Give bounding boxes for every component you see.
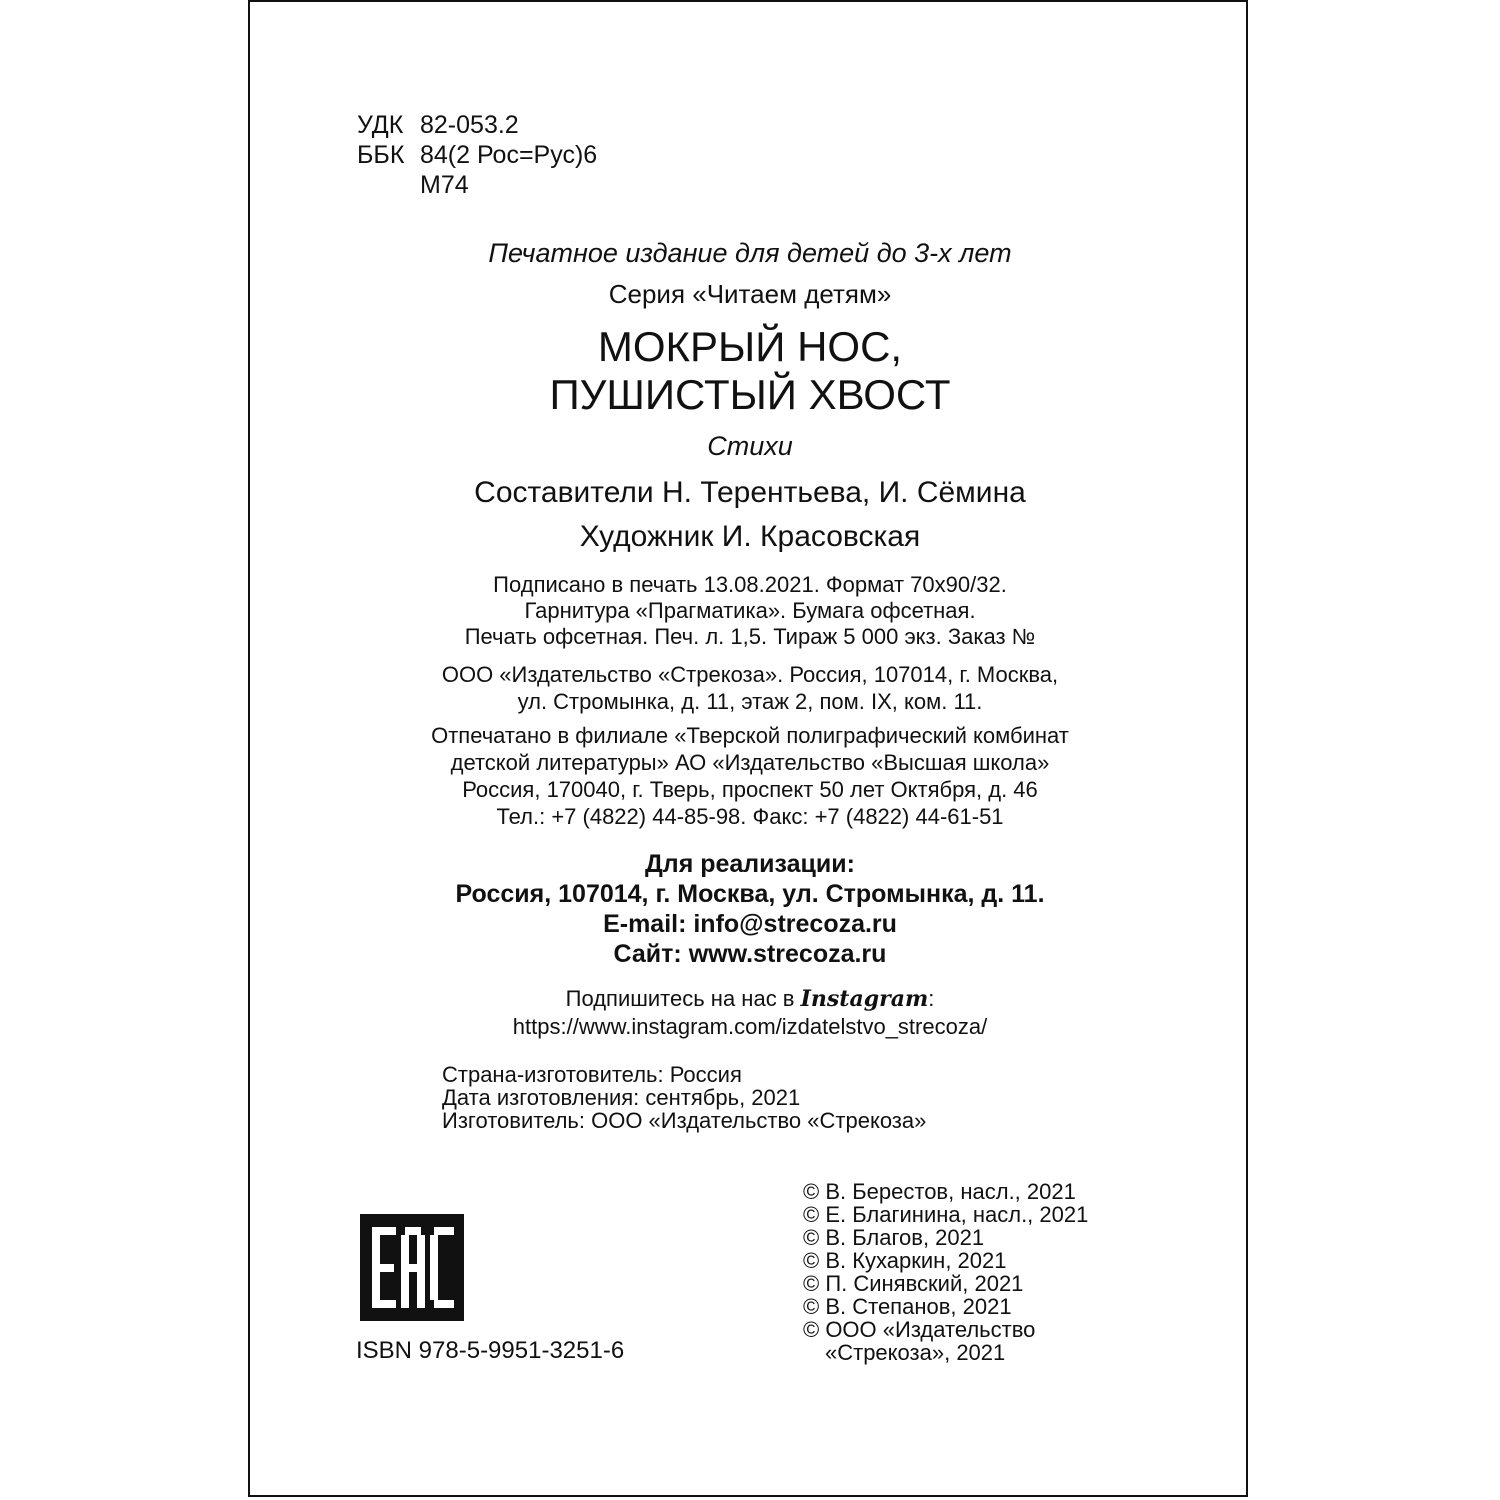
imprint-page bbox=[248, 0, 1248, 1497]
printer-line: детской литературы» АО «Издательство «Высшая школа» bbox=[450, 750, 1050, 775]
print-info-line: Подписано в печать 13.08.2021. Формат 70x90/32. bbox=[493, 572, 1007, 597]
sales-heading: Для реализации: bbox=[645, 850, 855, 878]
author-mark: М74 bbox=[420, 171, 469, 199]
instagram-brand: Instagram bbox=[800, 986, 929, 1012]
udk-value: 82-053.2 bbox=[420, 111, 519, 139]
instagram-colon: : bbox=[928, 986, 935, 1011]
sales-address: Россия, 107014, г. Москва, ул. Стромынка, д. 11. bbox=[455, 880, 1045, 908]
illustrator: Художник И. Красовская bbox=[579, 520, 921, 553]
udk-label: УДК bbox=[357, 111, 404, 139]
manufacture-info bbox=[442, 1063, 926, 1132]
copyright-line: © В. Благов, 2021 bbox=[803, 1225, 985, 1250]
instagram-url: https://www.instagram.com/izdatelstvo_strecoza/ bbox=[512, 1014, 988, 1039]
compilers: Составители Н. Терентьева, И. Сёмина bbox=[474, 476, 1026, 509]
copyright-line: © В. Кухаркин, 2021 bbox=[803, 1248, 1007, 1273]
genre: Стихи bbox=[707, 431, 793, 461]
publisher-line: ООО «Издательство «Стрекоза». Россия, 107014, г. Москва, bbox=[441, 662, 1059, 687]
sales-email: E-mail: info@strecoza.ru bbox=[603, 910, 897, 938]
print-info-line: Гарнитура «Прагматика». Бумага офсетная. bbox=[524, 598, 976, 623]
copyright-line: © П. Синявский, 2021 bbox=[803, 1271, 1024, 1296]
copyright-line: © В. Берестов, насл., 2021 bbox=[803, 1179, 1076, 1204]
print-info-line: Печать офсетная. Печ. л. 1,5. Тираж 5 000 экз. Заказ № bbox=[464, 624, 1036, 649]
series-name: Серия «Читаем детям» bbox=[608, 279, 892, 309]
printer-line: Тел.: +7 (4822) 44-85-98. Факс: +7 (4822) 44-61-51 bbox=[496, 804, 1004, 829]
copyright-line: © В. Степанов, 2021 bbox=[803, 1294, 1012, 1319]
book-title-line-1: МОКРЫЙ НОС, bbox=[597, 323, 903, 370]
sales-website: Сайт: www.strecoza.ru bbox=[613, 940, 887, 968]
copyright-line: © ООО «Издательство bbox=[803, 1317, 1036, 1342]
age-note: Печатное издание для детей до 3-х лет bbox=[488, 238, 1012, 268]
instagram-text: Подпишитесь на нас в bbox=[565, 986, 795, 1011]
manufacture-line: Изготовитель: ООО «Издательство «Стрекоза» bbox=[442, 1108, 927, 1133]
printer-info bbox=[250, 722, 1250, 830]
classification-codes bbox=[357, 110, 597, 200]
bbk-value: 84(2 Рос=Рус)6 bbox=[420, 141, 598, 169]
bbk-label: ББК bbox=[357, 141, 405, 169]
copyright-list bbox=[803, 1180, 1088, 1364]
copyright-line: «Стрекоза», 2021 bbox=[825, 1340, 1006, 1365]
copyright-line: © Е. Благинина, насл., 2021 bbox=[803, 1202, 1089, 1227]
printer-line: Россия, 170040, г. Тверь, проспект 50 лет Октября, д. 46 bbox=[462, 777, 1038, 802]
print-info bbox=[250, 572, 1250, 650]
manufacture-line: Страна-изготовитель: Россия bbox=[442, 1062, 742, 1087]
instagram-block bbox=[250, 985, 1250, 1040]
publisher-address bbox=[250, 661, 1250, 715]
book-title-line-2: ПУШИСТЫЙ ХВОСТ bbox=[549, 371, 951, 418]
manufacture-line: Дата изготовления: сентябрь, 2021 bbox=[442, 1085, 801, 1110]
sales-info bbox=[250, 849, 1250, 969]
publisher-line: ул. Стромынка, д. 11, этаж 2, пом. IX, ком. 11. bbox=[517, 689, 983, 714]
printer-line: Отпечатано в филиале «Тверской полиграфический комбинат bbox=[431, 723, 1069, 748]
eac-certification-icon bbox=[360, 1214, 464, 1321]
isbn: ISBN 978-5-9951-3251-6 bbox=[356, 1337, 625, 1364]
